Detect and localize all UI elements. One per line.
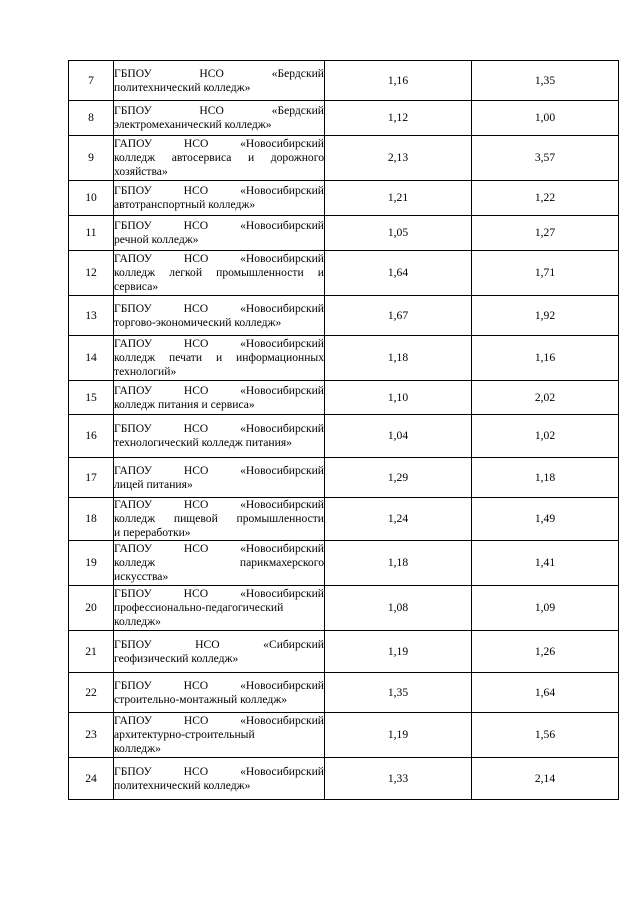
college-name: [114, 415, 325, 458]
college-name-line: геофизический колледж»: [114, 651, 239, 665]
value-column-2: 1,09: [472, 586, 619, 631]
college-name-line: колледж пищевой промышленности: [114, 512, 324, 525]
value-column-2: 2,02: [472, 381, 619, 415]
table-row: [69, 541, 619, 586]
value-column-1: 1,35: [325, 673, 472, 713]
table-row: [69, 758, 619, 800]
college-name-line: речной колледж»: [114, 233, 199, 246]
row-number: 20: [69, 586, 114, 631]
value-column-2: 2,14: [472, 758, 619, 800]
college-name-line: ГБПОУ НСО «Новосибирский: [114, 587, 324, 600]
table-row: [69, 458, 619, 498]
college-name-line: хозяйства»: [114, 165, 168, 178]
row-number: 23: [69, 713, 114, 758]
row-number: 19: [69, 541, 114, 586]
college-name: [114, 673, 325, 713]
college-name-line: технологический колледж питания»: [114, 436, 292, 449]
college-table-body: [69, 61, 619, 800]
value-column-2: 1,27: [472, 216, 619, 251]
row-number: 16: [69, 415, 114, 458]
value-column-2: 1,92: [472, 296, 619, 336]
value-column-2: 1,18: [472, 458, 619, 498]
value-column-1: 1,19: [325, 713, 472, 758]
college-name-line: ГАПОУ НСО «Новосибирский: [114, 498, 324, 511]
value-column-1: 1,19: [325, 631, 472, 673]
college-name-line: ГБПОУ НСО «Бердский: [114, 66, 324, 80]
college-name-line: колледж»: [114, 615, 161, 628]
row-number: 14: [69, 336, 114, 381]
college-name-line: ГАПОУ НСО «Новосибирский: [114, 463, 324, 477]
table-row: [69, 296, 619, 336]
college-name-line: ГБПОУ НСО «Новосибирский: [114, 678, 324, 692]
table-row: [69, 181, 619, 216]
row-number: 22: [69, 673, 114, 713]
college-name-line: электромеханический колледж»: [114, 118, 272, 131]
value-column-1: 1,12: [325, 101, 472, 136]
college-name: [114, 336, 325, 381]
table-row: [69, 336, 619, 381]
row-number: 10: [69, 181, 114, 216]
college-name-line: сервиса»: [114, 280, 159, 293]
college-name-line: колледж»: [114, 742, 161, 755]
value-column-1: 1,33: [325, 758, 472, 800]
row-number: 8: [69, 101, 114, 136]
college-name-line: политехнический колледж»: [114, 778, 251, 792]
value-column-2: 1,00: [472, 101, 619, 136]
row-number: 11: [69, 216, 114, 251]
table-row: [69, 101, 619, 136]
table-row: [69, 586, 619, 631]
row-number: 18: [69, 498, 114, 541]
row-number: 21: [69, 631, 114, 673]
value-column-2: 3,57: [472, 136, 619, 181]
college-name-line: и переработки»: [114, 526, 191, 539]
college-name: [114, 101, 325, 136]
value-column-1: 1,08: [325, 586, 472, 631]
table-row: [69, 498, 619, 541]
row-number: 15: [69, 381, 114, 415]
college-name: [114, 136, 325, 181]
college-name: [114, 631, 325, 673]
value-column-2: 1,49: [472, 498, 619, 541]
college-name-line: ГАПОУ НСО «Новосибирский: [114, 542, 324, 555]
college-name-line: лицей питания»: [114, 477, 193, 491]
table-row: [69, 251, 619, 296]
college-name-line: ГАПОУ НСО «Новосибирский: [114, 137, 324, 150]
college-name-line: ГБПОУ НСО «Новосибирский: [114, 422, 324, 435]
row-number: 9: [69, 136, 114, 181]
row-number: 7: [69, 61, 114, 101]
value-column-2: 1,64: [472, 673, 619, 713]
college-name-line: ГАПОУ НСО «Новосибирский: [114, 252, 324, 265]
college-name: [114, 381, 325, 415]
college-name-line: ГАПОУ НСО «Новосибирский: [114, 383, 324, 397]
value-column-1: 1,29: [325, 458, 472, 498]
college-name: [114, 216, 325, 251]
row-number: 17: [69, 458, 114, 498]
college-name: [114, 458, 325, 498]
value-column-1: 1,21: [325, 181, 472, 216]
table-row: [69, 381, 619, 415]
college-name: [114, 181, 325, 216]
value-column-2: 1,35: [472, 61, 619, 101]
value-column-1: 1,18: [325, 336, 472, 381]
value-column-1: 1,10: [325, 381, 472, 415]
college-name-line: торгово-экономический колледж»: [114, 315, 282, 329]
row-number: 12: [69, 251, 114, 296]
row-number: 24: [69, 758, 114, 800]
college-name-line: ГАПОУ НСО «Новосибирский: [114, 337, 324, 350]
college-name-line: ГБПОУ НСО «Сибирский: [114, 637, 324, 651]
college-name-line: ГБПОУ НСО «Новосибирский: [114, 219, 324, 232]
value-column-2: 1,41: [472, 541, 619, 586]
college-name-line: колледж автосервиса и дорожного: [114, 151, 324, 164]
table-row: [69, 415, 619, 458]
college-name: [114, 758, 325, 800]
value-column-1: 1,24: [325, 498, 472, 541]
college-name-line: ГБПОУ НСО «Новосибирский: [114, 764, 324, 778]
college-name-line: автотранспортный колледж»: [114, 198, 256, 211]
college-name-line: ГБПОУ НСО «Бердский: [114, 104, 324, 117]
value-column-1: 1,05: [325, 216, 472, 251]
college-name-line: ГБПОУ НСО «Новосибирский: [114, 184, 324, 197]
value-column-1: 2,13: [325, 136, 472, 181]
college-name-line: колледж легкой промышленности и: [114, 266, 324, 279]
table-row: [69, 216, 619, 251]
value-column-1: 1,18: [325, 541, 472, 586]
table-row: [69, 673, 619, 713]
college-name: [114, 61, 325, 101]
value-column-1: 1,16: [325, 61, 472, 101]
college-name-line: политехнический колледж»: [114, 80, 251, 94]
college-name-line: колледж питания и сервиса»: [114, 397, 255, 411]
college-name-line: архитектурно-строительный: [114, 728, 255, 741]
college-name-line: ГАПОУ НСО «Новосибирский: [114, 714, 324, 727]
college-name-line: колледж печати и информационных: [114, 351, 324, 364]
value-column-2: 1,16: [472, 336, 619, 381]
value-column-1: 1,04: [325, 415, 472, 458]
value-column-2: 1,71: [472, 251, 619, 296]
college-name: [114, 586, 325, 631]
college-name-line: искусства»: [114, 570, 169, 583]
college-name-line: профессионально-педагогический: [114, 601, 284, 614]
value-column-2: 1,02: [472, 415, 619, 458]
table-row: [69, 631, 619, 673]
table-row: [69, 61, 619, 101]
college-name: [114, 713, 325, 758]
table-row: [69, 713, 619, 758]
college-name-line: колледж парикмахерского: [114, 556, 324, 569]
college-name-line: ГБПОУ НСО «Новосибирский: [114, 301, 324, 315]
college-name: [114, 498, 325, 541]
value-column-2: 1,22: [472, 181, 619, 216]
college-name-line: технологий»: [114, 365, 177, 378]
college-name-line: строительно-монтажный колледж»: [114, 692, 288, 706]
college-name: [114, 296, 325, 336]
college-name: [114, 541, 325, 586]
table-row: [69, 136, 619, 181]
college-table: [68, 60, 619, 800]
row-number: 13: [69, 296, 114, 336]
value-column-2: 1,56: [472, 713, 619, 758]
value-column-1: 1,64: [325, 251, 472, 296]
value-column-1: 1,67: [325, 296, 472, 336]
value-column-2: 1,26: [472, 631, 619, 673]
college-name: [114, 251, 325, 296]
